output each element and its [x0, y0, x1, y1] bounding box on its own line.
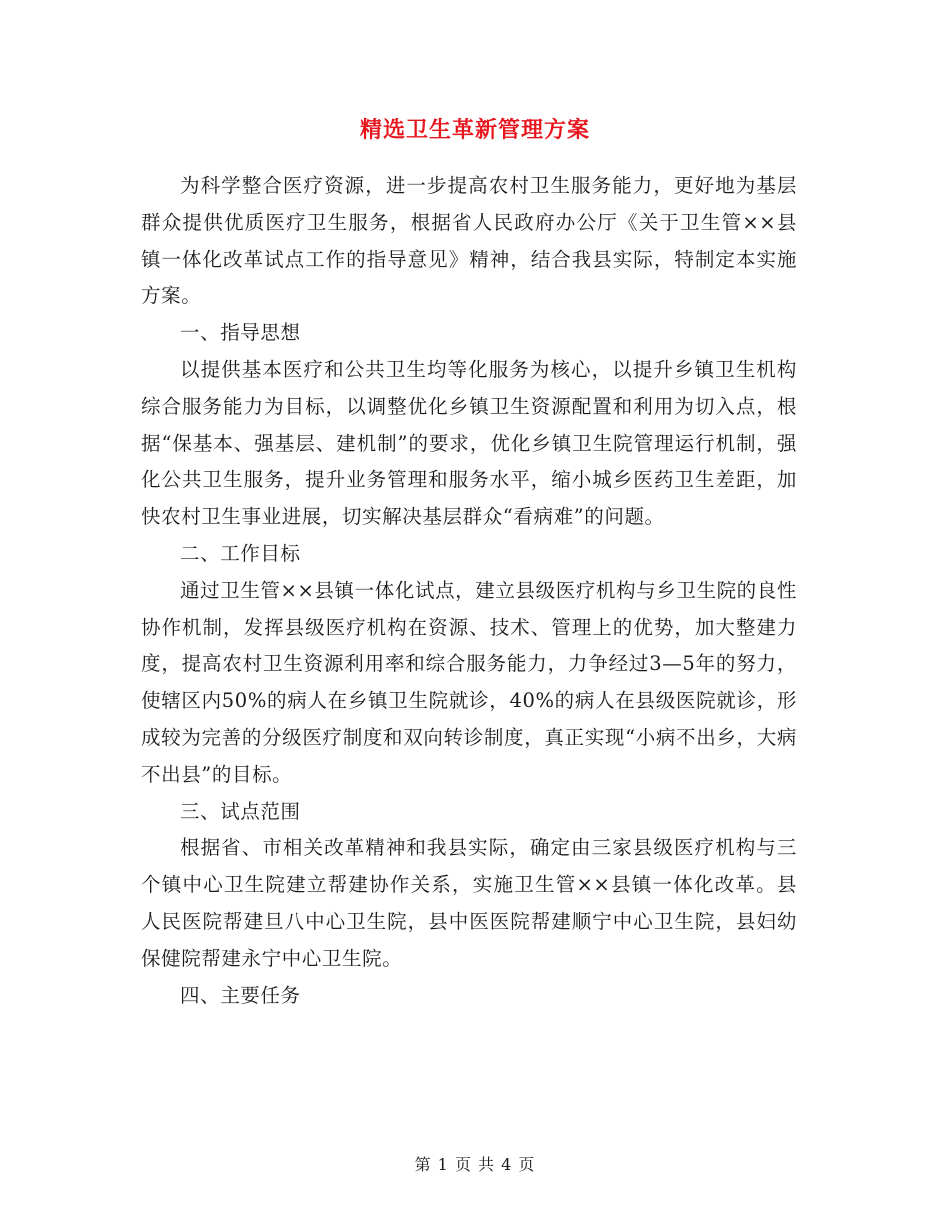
section-heading-pilot-scope: 三、试点范围	[180, 799, 301, 823]
section-heading-main-tasks: 四、主要任务	[180, 983, 301, 1007]
section-heading-guiding-thought: 一、指导思想	[180, 321, 301, 345]
intro-paragraph: 为科学整合医疗资源，进一步提高农村卫生服务能力，更好地为基层群众提供优质医疗卫生服务，根据省人民政府办公厅《关于卫生管××县镇一体化改革试点工作的指导意见》精神，结合我县实际，特制定本实施方案。	[141, 174, 797, 308]
page-number-label: 第 1 页 共 4 页	[414, 1155, 536, 1174]
section-heading-work-goals: 二、工作目标	[180, 541, 301, 565]
document-body	[141, 168, 797, 1014]
document-title: 精选卫生革新管理方案	[359, 117, 590, 143]
section-paragraph-guiding-thought: 以提供基本医疗和公共卫生均等化服务为核心，以提升乡镇卫生机构综合服务能力为目标，以调整优化乡镇卫生资源配置和利用为切入点，根据“保基本、强基层、建机制”的要求，优化乡镇卫生院管理运行机制，强化公共卫生服务，提升业务管理和服务水平，缩小城乡医药卫生差距，加快农村卫生事业进展，切实解决基层群众“看病难”的问题。	[141, 357, 797, 529]
page-footer	[0, 1151, 950, 1179]
section-paragraph-work-goals: 通过卫生管××县镇一体化试点，建立县级医疗机构与乡卫生院的良性协作机制，发挥县级医疗机构在资源、技术、管理上的优势，加大整建力度，提高农村卫生资源利用率和综合服务能力，力争经过3—5年的努力，使辖区内50%的病人在乡镇卫生院就诊，40%的病人在县级医院就诊，形成较为完善的分级医疗制度和双向转诊制度，真正实现“小病不出乡，大病不出县”的目标。	[141, 578, 797, 786]
section-paragraph-pilot-scope: 根据省、市相关改革精神和我县实际，确定由三家县级医疗机构与三个镇中心卫生院建立帮建协作关系，实施卫生管××县镇一体化改革。县人民医院帮建旦八中心卫生院，县中医医院帮建顺宁中心卫生院，县妇幼保健院帮建永宁中心卫生院。	[141, 836, 797, 970]
